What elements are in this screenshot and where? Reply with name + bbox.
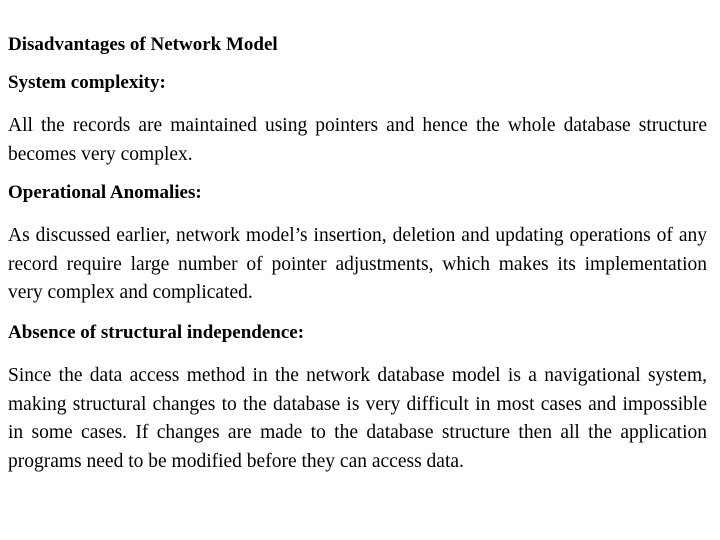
section-body-structural-independence: Since the data access method in the network database model is a navigational system, making structural changes to the database is very difficult in most cases and impossible in some cases. If changes are made to the database structure then all the application programs need to be modified before they can access data.: [8, 364, 707, 472]
section-heading-operational-anomalies: Operational Anomalies:: [8, 182, 202, 204]
document-title: Disadvantages of Network Model: [8, 34, 278, 55]
section-heading-structural-independence: Absence of structural independence:: [8, 321, 305, 343]
section-body-system-complexity: All the records are maintained using pointers and hence the whole database structure becomes very complex.: [8, 115, 707, 165]
section-heading-system-complexity: System complexity:: [8, 72, 166, 93]
section-body-operational-anomalies: As discussed earlier, network model’s insertion, deletion and updating operations of any record require large number of pointer adjustments, which makes its implementation very complex and complicated.: [8, 225, 707, 304]
